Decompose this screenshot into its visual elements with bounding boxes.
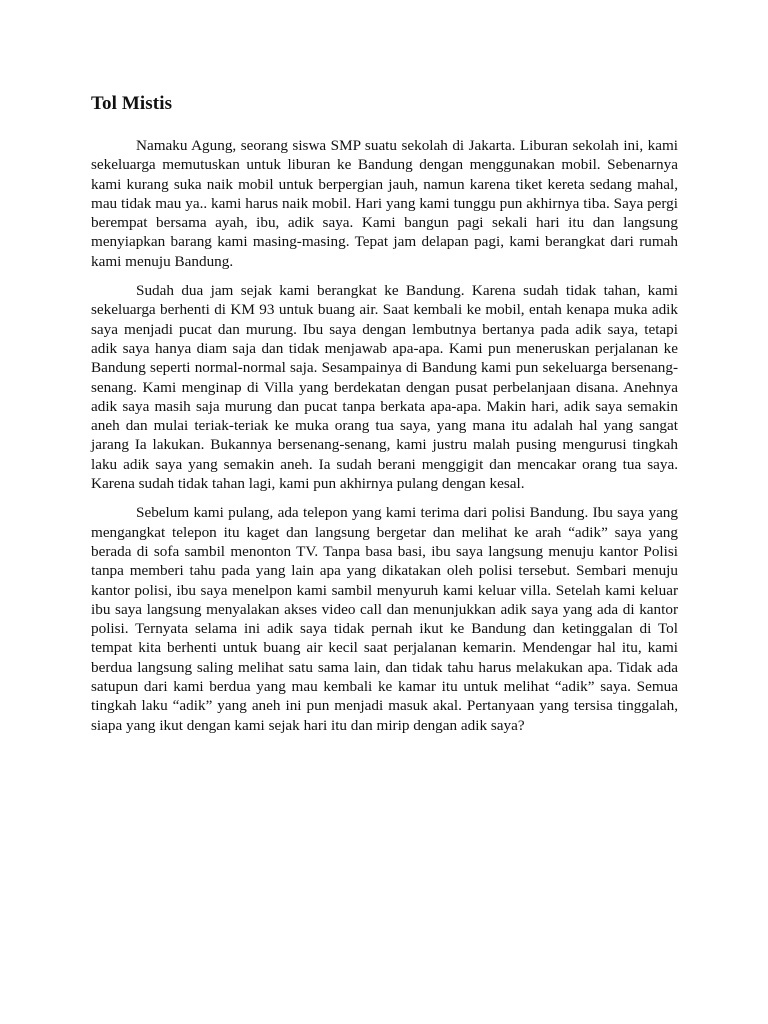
paragraph-3: Sebelum kami pulang, ada telepon yang kami terima dari polisi Bandung. Ibu saya yang mengangkat telepon itu kaget dan langsung bergetar dan melihat ke arah “adik” saya yang berada di sofa sambil menonton TV. Tanpa basa basi, ibu saya langsung menuju kantor Polisi tanpa memberi tahu pada yang lain apa yang dikatakan oleh polisi tersebut. Sembari menuju kantor polisi, ibu saya menelpon kami sambil menyuruh kami keluar villa. Setelah kami keluar ibu saya langsung menyalakan akses video call dan menunjukkan adik saya yang ada di kantor polisi. Ternyata selama ini adik saya tidak pernah ikut ke Bandung dan ketinggalan di Tol tempat kita berhenti untuk buang air kecil saat perjalanan kemarin. Mendengar hal itu, kami berdua langsung saling melihat satu sama lain, dan tidak tahu harus melakukan apa. Tidak ada satupun dari kami berdua yang mau kembali ke kamar itu untuk melihat “adik” saya. Semua tingkah laku “adik” yang aneh ini pun menjadi masuk akal. Pertanyaan yang tersisa tinggalah, siapa yang ikut dengan kami sejak hari itu dan mirip dengan adik saya?: [91, 504, 678, 734]
document-title: Tol Mistis: [91, 93, 173, 114]
paragraph-1: Namaku Agung, seorang siswa SMP suatu sekolah di Jakarta. Liburan sekolah ini, kami sekeluarga memutuskan untuk liburan ke Bandung dengan menggunakan mobil. Sebenarnya kami kurang suka naik mobil untuk berpergian jauh, namun karena tiket kereta sedang mahal, mau tidak mau ya.. kami harus naik mobil. Hari yang kami tunggu pun akhirnya tiba. Saya pergi berempat bersama ayah, ibu, adik saya. Kami bangun pagi sekali hari itu dan langsung menyiapkan barang kami masing-masing. Tepat jam delapan pagi, kami berangkat dari rumah kami menuju Bandung.: [91, 137, 678, 270]
paragraph-2: Sudah dua jam sejak kami berangkat ke Bandung. Karena sudah tidak tahan, kami sekeluarga berhenti di KM 93 untuk buang air. Saat kembali ke mobil, entah kenapa muka adik saya menjadi pucat dan murung. Ibu saya dengan lembutnya bertanya pada adik saya, tetapi adik saya hanya diam saja dan tidak menjawab apa-apa. Kami pun meneruskan perjalanan ke Bandung seperti normal-normal saja. Sesampainya di Bandung kami pun sekeluarga bersenang-senang. Kami menginap di Villa yang berdekatan dengan pusat perbelanjaan disana. Anehnya adik saya masih saja murung dan pucat tanpa berkata apa-apa. Makin hari, adik saya semakin aneh dan mulai teriak-teriak ke muka orang tua saya, yang mana itu adalah hal yang sangat jarang Ia lakukan. Bukannya bersenang-senang, kami justru malah pusing mengurusi tingkah laku adik saya yang semakin aneh. Ia sudah berani menggigit dan mencakar orang tua saya. Karena sudah tidak tahan lagi, kami pun akhirnya pulang dengan kesal.: [91, 282, 678, 493]
document-page: [91, 92, 678, 745]
